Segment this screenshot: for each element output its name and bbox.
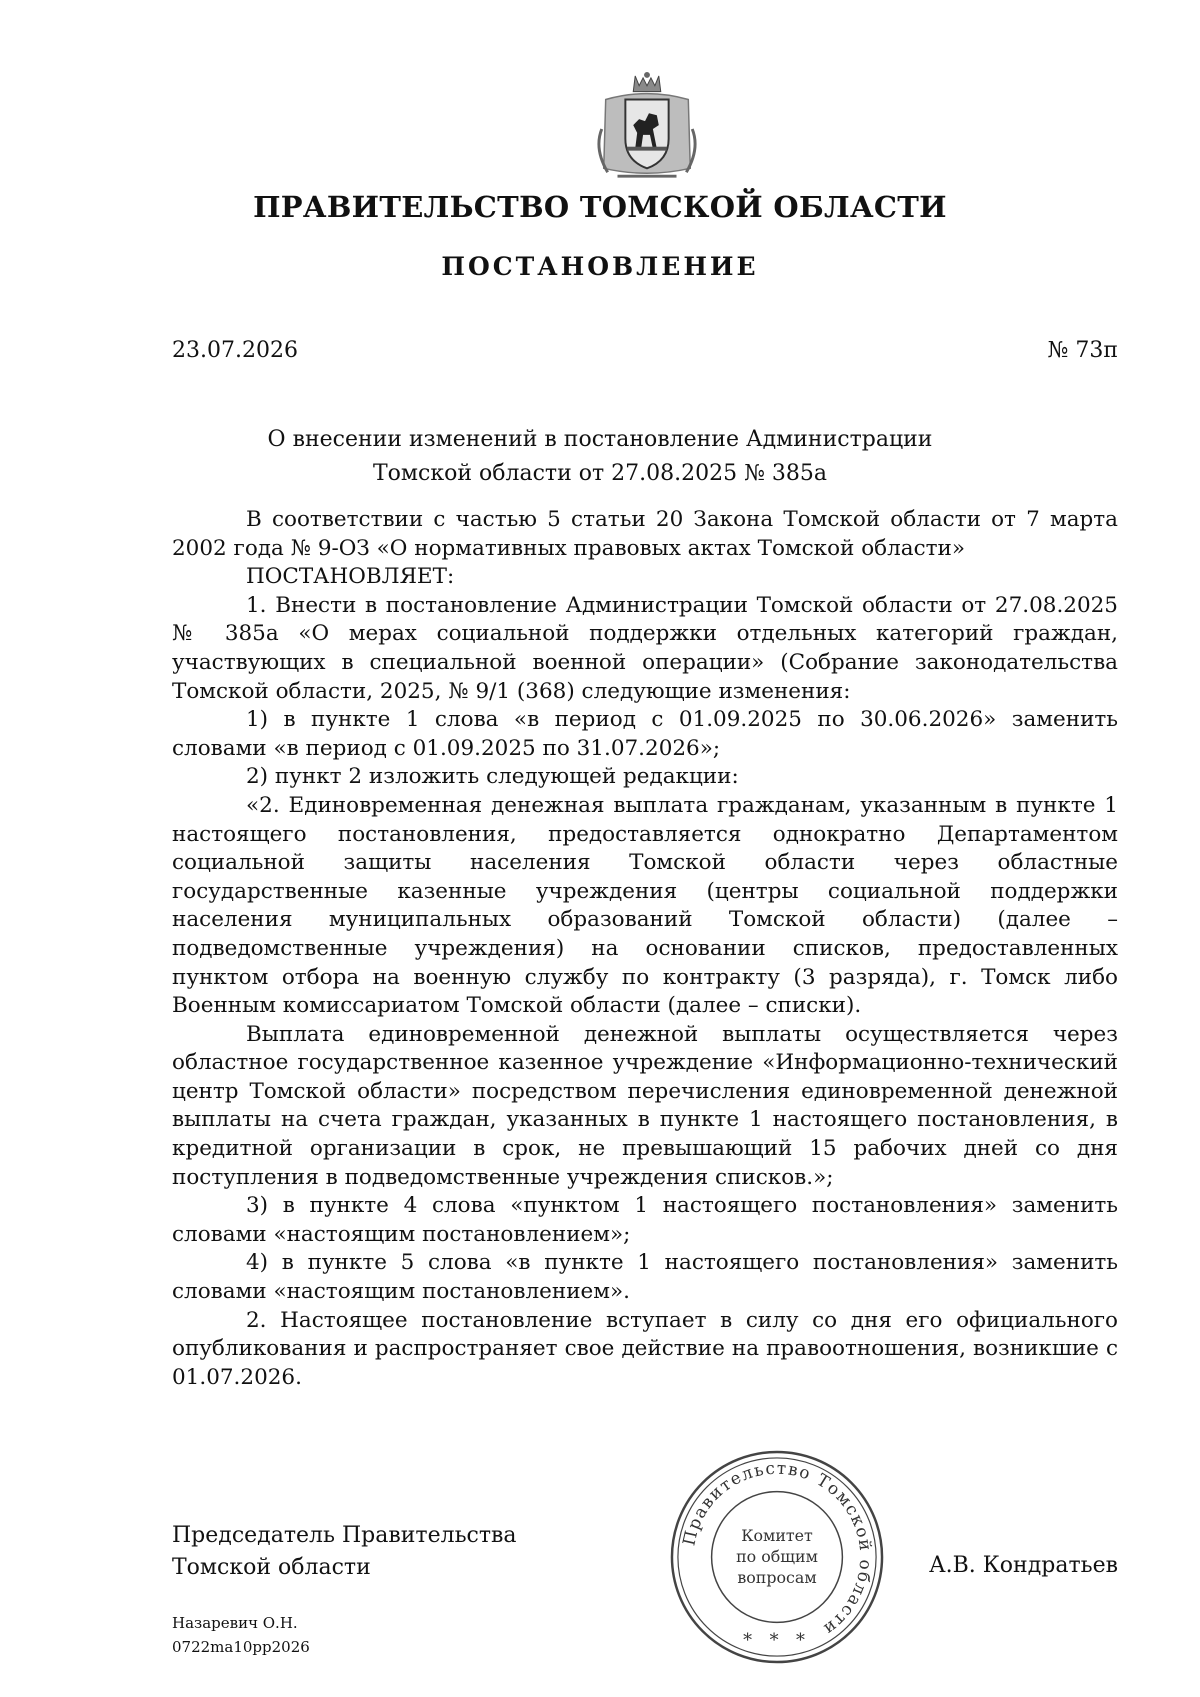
coat-of-arms-icon: [588, 70, 706, 188]
paragraph: 1. Внести в постановление Администрации Томской области от 27.08.2025 № 385а «О мерах социальной поддержки отдельных категорий граждан, участвующих в специальной военной операции» (Собрание законодательства Томской области, 2025, № 9/1 (368) следующие изменения:: [172, 592, 1118, 704]
signatory-position: [172, 1520, 517, 1584]
stamp-center-text: Комитет: [741, 1526, 813, 1546]
document-subject: [200, 423, 1000, 491]
position-line: Томской области: [172, 1555, 371, 1580]
paragraph: ПОСТАНОВЛЯЕТ:: [246, 564, 455, 590]
executor-info: [172, 1611, 310, 1659]
document-code: 0722ma10pp2026: [172, 1638, 310, 1656]
position-line: Председатель Правительства: [172, 1523, 517, 1548]
document-type: ПОСТАНОВЛЕНИЕ: [441, 252, 759, 281]
document-number: № 73п: [1047, 338, 1118, 363]
stamp-stars: * * *: [743, 1630, 811, 1652]
document-body: [172, 506, 1118, 1392]
executor-name: Назаревич О.Н.: [172, 1614, 298, 1632]
paragraph: Выплата единовременной денежной выплаты осуществляется через областное государственное казенное учреждение «Информационно-технический центр Томской области» посредством перечисления единовременной денежной выплаты на счета граждан, указанных в пункте 1 настоящего постановления, в кредитной организации в срок, не превышающий 15 рабочих дней со дня поступления в подведомственные учреждения списков.»;: [172, 1021, 1118, 1190]
paragraph: 2) пункт 2 изложить следующей редакции:: [246, 764, 739, 790]
paragraph: 3) в пункте 4 слова «пунктом 1 настоящего постановления» заменить словами «настоящим постановлением»;: [172, 1193, 1118, 1247]
stamp-ring-text: Правительство Томской области: [678, 1457, 877, 1641]
stamp-center-text: по общим: [736, 1546, 818, 1566]
subject-line: Томской области от 27.08.2025 № 385а: [372, 461, 828, 486]
subject-line: О внесении изменений в постановление Администрации: [267, 427, 933, 452]
organization-title: ПРАВИТЕЛЬСТВО ТОМСКОЙ ОБЛАСТИ: [253, 190, 947, 224]
paragraph: 1) в пункте 1 слова «в период с 01.09.2025 по 30.06.2026» заменить словами «в период с 01.09.2025 по 31.07.2026»;: [172, 707, 1118, 761]
paragraph: 4) в пункте 5 слова «в пункте 1 настоящего постановления» заменить словами «настоящим постановлением».: [172, 1250, 1118, 1305]
document-date: 23.07.2026: [172, 338, 298, 363]
paragraph: В соответствии с частью 5 статьи 20 Закона Томской области от 7 марта 2002 года № 9-ОЗ «О нормативных правовых актах Томской области»: [172, 507, 1118, 561]
paragraph: 2. Настоящее постановление вступает в силу со дня его официального опубликования и распространяет свое действие на правоотношения, возникшие с 01.07.2026.: [172, 1307, 1118, 1390]
paragraph: «2. Единовременная денежная выплата гражданам, указанным в пункте 1 настоящего постановления, предоставляется однократно Департаментом социальной защиты населения Томской области через областные государственные казенные учреждения (центры социальной поддержки населения муниципальных образований Томской области) (далее – подведомственные учреждения) на основании списков, предоставленных пунктом отбора на военную службу по контракту (3 разряда), г. Томск либо Военным комиссариатом Томской области (далее – списки).: [172, 792, 1118, 1019]
signatory-name: А.В. Кондратьев: [928, 1553, 1118, 1578]
official-stamp: [668, 1448, 886, 1666]
stamp-center-text: вопросам: [737, 1567, 817, 1587]
